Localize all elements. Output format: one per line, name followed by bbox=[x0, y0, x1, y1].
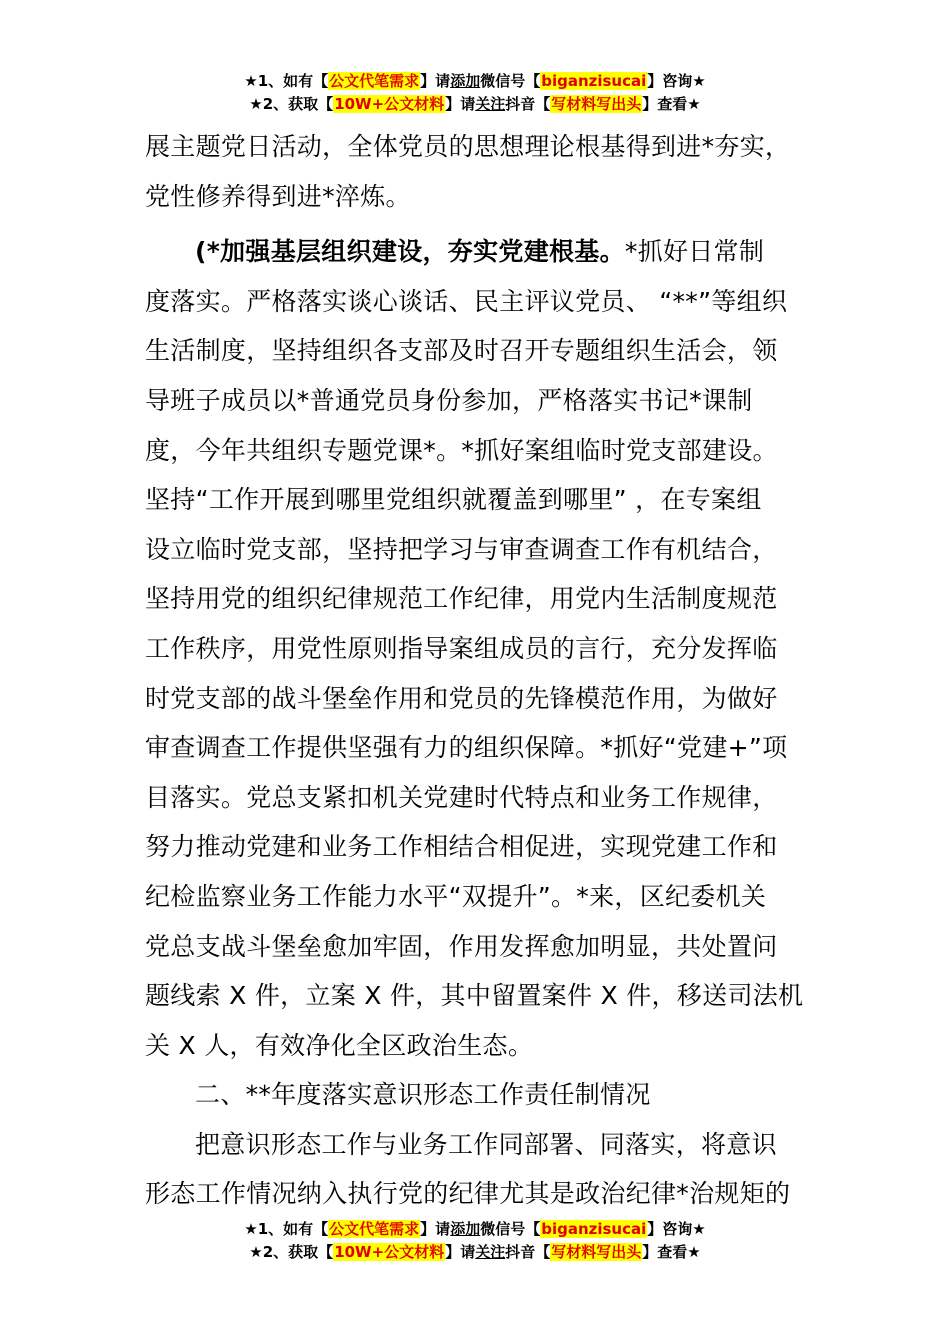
banner-text: 】查看★ bbox=[642, 1243, 701, 1261]
banner-text: 微信号【 bbox=[480, 1220, 541, 1238]
banner-highlight: 公文代笔需求 bbox=[329, 72, 420, 90]
banner-highlight: 公文代笔需求 bbox=[329, 1220, 420, 1238]
text-line: 题线索 X 件，立案 X 件，其中留置案件 X 件，移送司法机 bbox=[145, 981, 804, 1011]
banner-text: 微信号【 bbox=[480, 72, 541, 90]
section-heading bbox=[145, 1070, 810, 1120]
banner-highlight: 10W+公文材料 bbox=[334, 1243, 445, 1261]
banner-line-1 bbox=[0, 1218, 950, 1241]
text-line: 把意识形态工作与业务工作同部署、同落实，将意识 bbox=[195, 1129, 777, 1159]
banner-text: 】咨询★ bbox=[647, 1220, 706, 1238]
banner-text: ★1、如有【 bbox=[244, 1220, 329, 1238]
text-line: 坚持“工作开展到哪里党组织就覆盖到哪里” ，在专案组 bbox=[145, 485, 762, 515]
paragraph-3 bbox=[145, 1120, 810, 1219]
banner-text: 】请 bbox=[445, 95, 476, 113]
bottom-banner bbox=[0, 1218, 950, 1264]
text-line: 关 X 人，有效净化全区政治生态。 bbox=[145, 1030, 534, 1060]
banner-underlined-text: 关注 bbox=[475, 95, 506, 113]
banner-text: ★1、如有【 bbox=[244, 72, 329, 90]
text-line: 时党支部的战斗堡垒作用和党员的先锋模范作用，为做好 bbox=[145, 683, 778, 713]
banner-highlight: 10W+公文材料 bbox=[334, 95, 445, 113]
text-line: 展主题党日活动，全体党员的思想理论根基得到进*夯实， bbox=[145, 132, 791, 161]
banner-highlight: biganzisucai bbox=[541, 1220, 647, 1238]
text-line: 纪检监察业务工作能力水平“双提升”。*来，区纪委机关 bbox=[145, 881, 767, 911]
banner-text: ★2、获取【 bbox=[249, 95, 334, 113]
paragraph-1 bbox=[145, 122, 810, 221]
banner-line-2 bbox=[0, 93, 950, 116]
text-line: 生活制度，坚持组织各支部及时召开专题组织生活会，领 bbox=[145, 336, 778, 366]
banner-text: 】咨询★ bbox=[647, 72, 706, 90]
banner-line-2 bbox=[0, 1241, 950, 1264]
banner-text: ★2、获取【 bbox=[249, 1243, 334, 1261]
text-line: 形态工作情况纳入执行党的纪律尤其是政治纪律*治规矩的 bbox=[145, 1179, 791, 1209]
banner-text: 】请 bbox=[420, 1220, 451, 1238]
text-line: 工作秩序，用党性原则指导案组成员的言行，充分发挥临 bbox=[145, 633, 778, 663]
banner-text: 】请 bbox=[420, 72, 451, 90]
text-line: 度，今年共组织专题党课*。*抓好案组临时党支部建设。 bbox=[145, 435, 778, 465]
section-lead-bold: (*加强基层组织建设，夯实党建根基。 bbox=[195, 237, 625, 267]
text-line: 努力推动党建和业务工作相结合相促进，实现党建工作和 bbox=[145, 832, 778, 862]
text-line: 党总支战斗堡垒愈加牢固，作用发挥愈加明显，共处置问 bbox=[145, 931, 778, 961]
text-line: 度落实。严格落实谈心谈话、民主评议党员、 “**”等组织 bbox=[145, 286, 788, 316]
text-line bbox=[145, 227, 810, 277]
text-line: 党性修养得到进*淬炼。 bbox=[145, 181, 411, 211]
text-line: 导班子成员以*普通党员身份参加，严格落实书记*课制 bbox=[145, 385, 753, 415]
heading-2: 二、**年度落实意识形态工作责任制情况 bbox=[195, 1080, 651, 1110]
banner-text: 】查看★ bbox=[642, 95, 701, 113]
banner-highlight: 写材料写出头 bbox=[551, 95, 642, 113]
banner-text: 抖音【 bbox=[505, 1243, 551, 1261]
banner-line-1 bbox=[0, 70, 950, 93]
banner-text: 】请 bbox=[445, 1243, 476, 1261]
banner-text: 抖音【 bbox=[505, 95, 551, 113]
text-line: 设立临时党支部，坚持把学习与审查调查工作有机结合， bbox=[145, 534, 778, 564]
banner-highlight: biganzisucai bbox=[541, 72, 647, 90]
text-line: 审查调查工作提供坚强有力的组织保障。*抓好“党建+”项 bbox=[145, 733, 788, 763]
banner-underlined-text: 添加 bbox=[450, 1220, 481, 1238]
text-line: 坚持用党的组织纪律规范工作纪律，用党内生活制度规范 bbox=[145, 584, 778, 614]
paragraph-2 bbox=[145, 227, 810, 1070]
document-body bbox=[145, 122, 810, 1219]
text-span: *抓好日常制 bbox=[624, 237, 765, 267]
banner-underlined-text: 添加 bbox=[450, 72, 481, 90]
banner-highlight: 写材料写出头 bbox=[551, 1243, 642, 1261]
top-banner bbox=[0, 70, 950, 116]
text-line: 目落实。党总支紧扣机关党建时代特点和业务工作规律， bbox=[145, 782, 778, 812]
banner-underlined-text: 关注 bbox=[475, 1243, 506, 1261]
